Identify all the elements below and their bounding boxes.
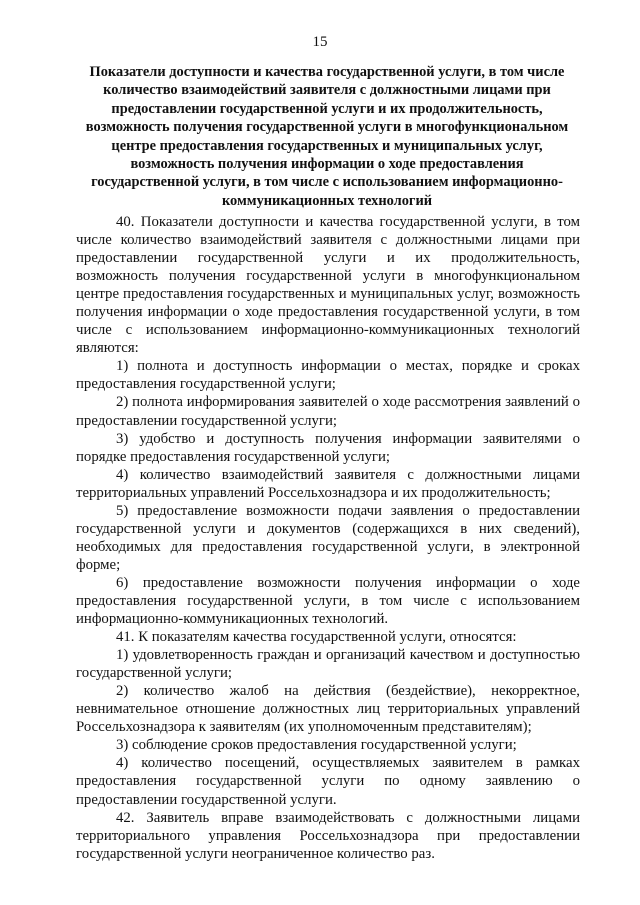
list-item: 3) соблюдение сроков предоставления государственной услуги; (116, 737, 517, 754)
list-item: 2) полнота информирования заявителей о ходе рассмотрения заявлений о предоставлении государственной услуги; (76, 394, 580, 429)
page-number: 15 (312, 34, 328, 50)
list-item: 6) предоставление возможности получения информации о ходе предоставления государственной услуги, в том числе с использованием информационно-коммуникационных технологий. (76, 574, 580, 628)
paragraph-40: 40. Показатели доступности и качества государственной услуги, в том числе количество взаимодействий заявителя с должностными лицами при предоставлении государственной услуги и их продолжительность, возможность получения государственной услуги в многофункциональном центре предоставления государственных и муниципальных услуг, возможность получения информации о ходе предоставления государственной услуги, в том числе с использованием информационно-коммуникационных технологий являются: (76, 214, 580, 357)
list-item: 2) количество жалоб на действия (бездействие), некорректное, невнимательное отношение должностных лиц территориальных управлений Россельхознадзора к заявителям (их уполномоченным представителям); (76, 683, 580, 736)
paragraph-41: 41. К показателям качества государственной услуги, относятся: (116, 629, 517, 646)
list-item: 1) полнота и доступность информации о местах, порядке и сроках предоставления государственной услуги; (76, 358, 580, 393)
list-item: 3) удобство и доступность получения информации заявителями о порядке предоставления государственной услуги; (76, 430, 580, 465)
list-item: 5) предоставление возможности подачи заявления о предоставлении государственной услуги и документов (содержащихся в них сведений), необходимых для предоставления государственной услуги, в электронной форме; (76, 502, 580, 573)
list-item: 1) удовлетворенность граждан и организаций качеством и доступностью государственной услуги; (76, 647, 580, 682)
list-item: 4) количество посещений, осуществляемых заявителем в рамках предоставления государственной услуги по одному заявлению о предоставлении государственной услуги. (76, 755, 580, 808)
list-item: 4) количество взаимодействий заявителя с должностными лицами территориальных управлений Россельхознадзора и их продолжительность; (76, 466, 580, 501)
document-body (76, 213, 580, 863)
paragraph-42: 42. Заявитель вправе взаимодействовать с должностными лицами территориального управления Россельхознадзора при предоставлении государственной услуги неограниченное количество раз. (76, 809, 580, 862)
section-heading: Показатели доступности и качества государственной услуги, в том числе количество взаимодействий заявителя с должностными лицами при предоставлении государственной услуги и их продолжительность, возможность получения государственной услуги в многофункциональном центре предоставления государственных и муниципальных услуг, возможность получения информации о ходе предоставления государственной услуги, в том числе с использованием информационно-коммуникационных технологий (85, 64, 569, 209)
